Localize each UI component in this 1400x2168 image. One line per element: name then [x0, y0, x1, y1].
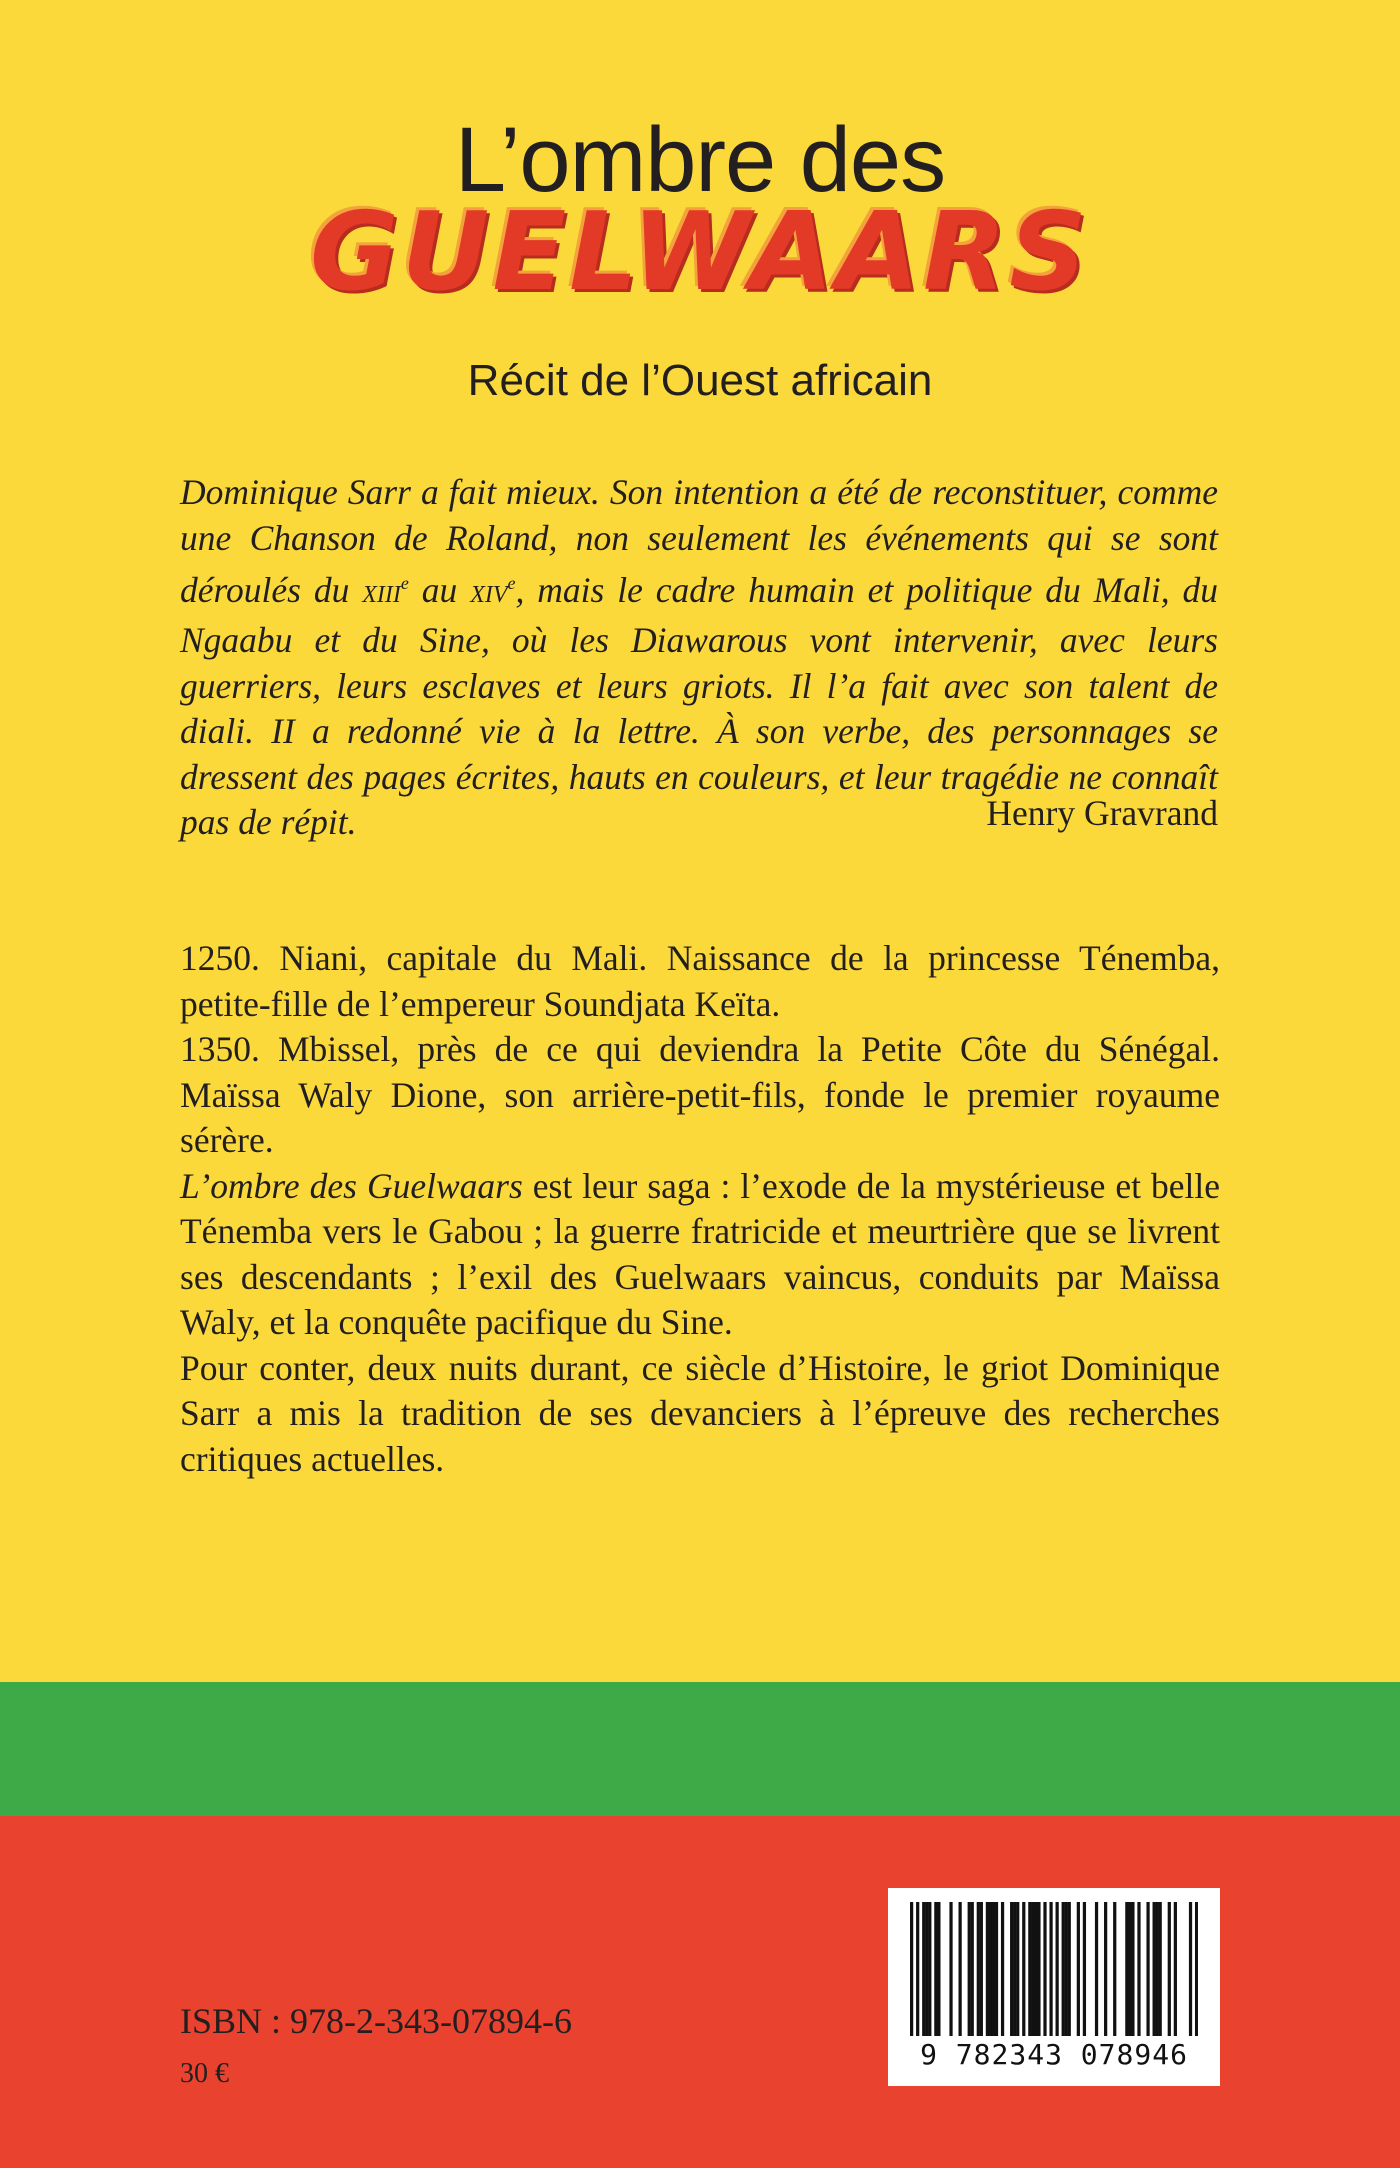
barcode-bar: [1125, 1902, 1128, 2036]
barcode-bar: [1001, 1902, 1004, 2036]
barcode-bar: [1174, 1902, 1177, 2036]
barcode-bar: [925, 1902, 928, 2036]
summary-paragraph: 1250. Niani, capitale du Mali. Naissance de la princesse Ténemba, petite-fille de l’empereur Soundjata Keïta.: [180, 938, 1220, 1024]
barcode-bar: [922, 1902, 925, 2036]
price-text: 30 €: [180, 2058, 229, 2089]
barcode-bar: [916, 1902, 919, 2036]
barcode-bar: [934, 1902, 937, 2036]
barcode-bar: [1168, 1902, 1171, 2036]
barcode-bar: [1128, 1902, 1131, 2036]
barcode-bar: [928, 1902, 931, 2036]
barcode-bar: [1010, 1902, 1013, 2036]
summary-paragraph: L’ombre des Guelwaars est leur saga : l’exode de la mystérieuse et belle Ténemba vers le Gabou ; la guerre fratricide et meurtrière que se livrent ses descendants ; l’exil des Guelwaars vaincus, conduits par Maïssa Waly, et la conquête pacifique du Sine.: [180, 1165, 1220, 1342]
barcode-bar: [1068, 1902, 1071, 2036]
summary-book-title: L’ombre des Guelwaars: [180, 1165, 523, 1206]
barcode-bar: [1031, 1902, 1034, 2036]
barcode-bar: [1113, 1902, 1116, 2036]
barcode-bar: [959, 1902, 962, 2036]
barcode-bar: [968, 1902, 971, 2036]
summary-paragraph: Pour conter, deux nuits durant, ce siècle d’Histoire, le griot Dominique Sarr a mis la tradition de ses devanciers à l’épreuve des recherches critiques actuelles.: [180, 1347, 1220, 1479]
book-title-line2: GUELWAARS: [310, 190, 1090, 315]
barcode-bar: [1028, 1902, 1031, 2036]
barcode-bar: [1056, 1902, 1059, 2036]
barcode-bar: [989, 1902, 992, 2036]
isbn-text: ISBN : 978-2-343-07894-6: [180, 2001, 572, 2041]
barcode-bar: [1104, 1902, 1107, 2036]
barcode-digits: 9 782343 078946: [920, 2038, 1188, 2071]
book-title-line1: L’ombre des: [454, 109, 946, 211]
barcode-bar: [949, 1902, 952, 2036]
quote-text: Dominique Sarr a fait mieux. Son intention a été de reconstituer, comme une Chanson de Roland, non seulement les événements qui se sont déroulés du XIIIe au XIVe, mais le cadre humain et politique du Mali, du Ngaabu et du Sine, où les Diawarous vont intervenir, avec leurs guerriers, leurs esclaves et leurs griots. Il l’a fait avec son talent de diali. II a redonné vie à la lettre. À son verbe, des personnages se dressent des pages écrites, hauts en couleurs, et leur tragédie ne connaît pas de répit.: [180, 472, 1218, 843]
barcode-bar: [1065, 1902, 1068, 2036]
barcode-bar: [980, 1902, 983, 2036]
barcode-bar: [1195, 1902, 1198, 2036]
barcode-bar: [971, 1902, 974, 2036]
barcode-bar: [1034, 1902, 1037, 2036]
barcode-bar: [1077, 1902, 1080, 2036]
barcode-bar: [1137, 1902, 1140, 2036]
barcode-bar: [1049, 1902, 1052, 2036]
barcode-bar: [1083, 1902, 1086, 2036]
barcode-bar: [992, 1902, 995, 2036]
barcode-bar: [986, 1902, 989, 2036]
summary-paragraph: 1350. Mbissel, près de ce qui deviendra la Petite Côte du Sénégal. Maïssa Waly Dione, son arrière-petit-fils, fonde le premier royaume sérère.: [180, 1029, 1220, 1160]
barcode-bar: [937, 1902, 940, 2036]
barcode-bar: [977, 1902, 980, 2036]
barcode-bar: [1062, 1902, 1065, 2036]
barcode-bar: [1095, 1902, 1098, 2036]
barcode-bars: [910, 1902, 1198, 2036]
barcode-bar: [1131, 1902, 1134, 2036]
barcode-bar: [1043, 1902, 1046, 2036]
barcode-bar: [1037, 1902, 1040, 2036]
quote-author: Henry Gravrand: [986, 793, 1218, 833]
book-subtitle: Récit de l’Ouest africain: [467, 356, 933, 405]
barcode-bar: [1156, 1902, 1159, 2036]
barcode-bar: [1022, 1902, 1025, 2036]
barcode-bar: [1013, 1902, 1016, 2036]
barcode: [888, 1888, 1220, 2086]
green-band: [0, 1682, 1400, 1816]
barcode-bar: [1189, 1902, 1192, 2036]
book-summary: [180, 936, 1220, 1482]
barcode-bar: [910, 1902, 913, 2036]
barcode-bar: [1146, 1902, 1149, 2036]
barcode-bar: [995, 1902, 998, 2036]
barcode-bar: [1016, 1902, 1019, 2036]
barcode-bar: [1159, 1902, 1162, 2036]
barcode-bar: [1153, 1902, 1156, 2036]
